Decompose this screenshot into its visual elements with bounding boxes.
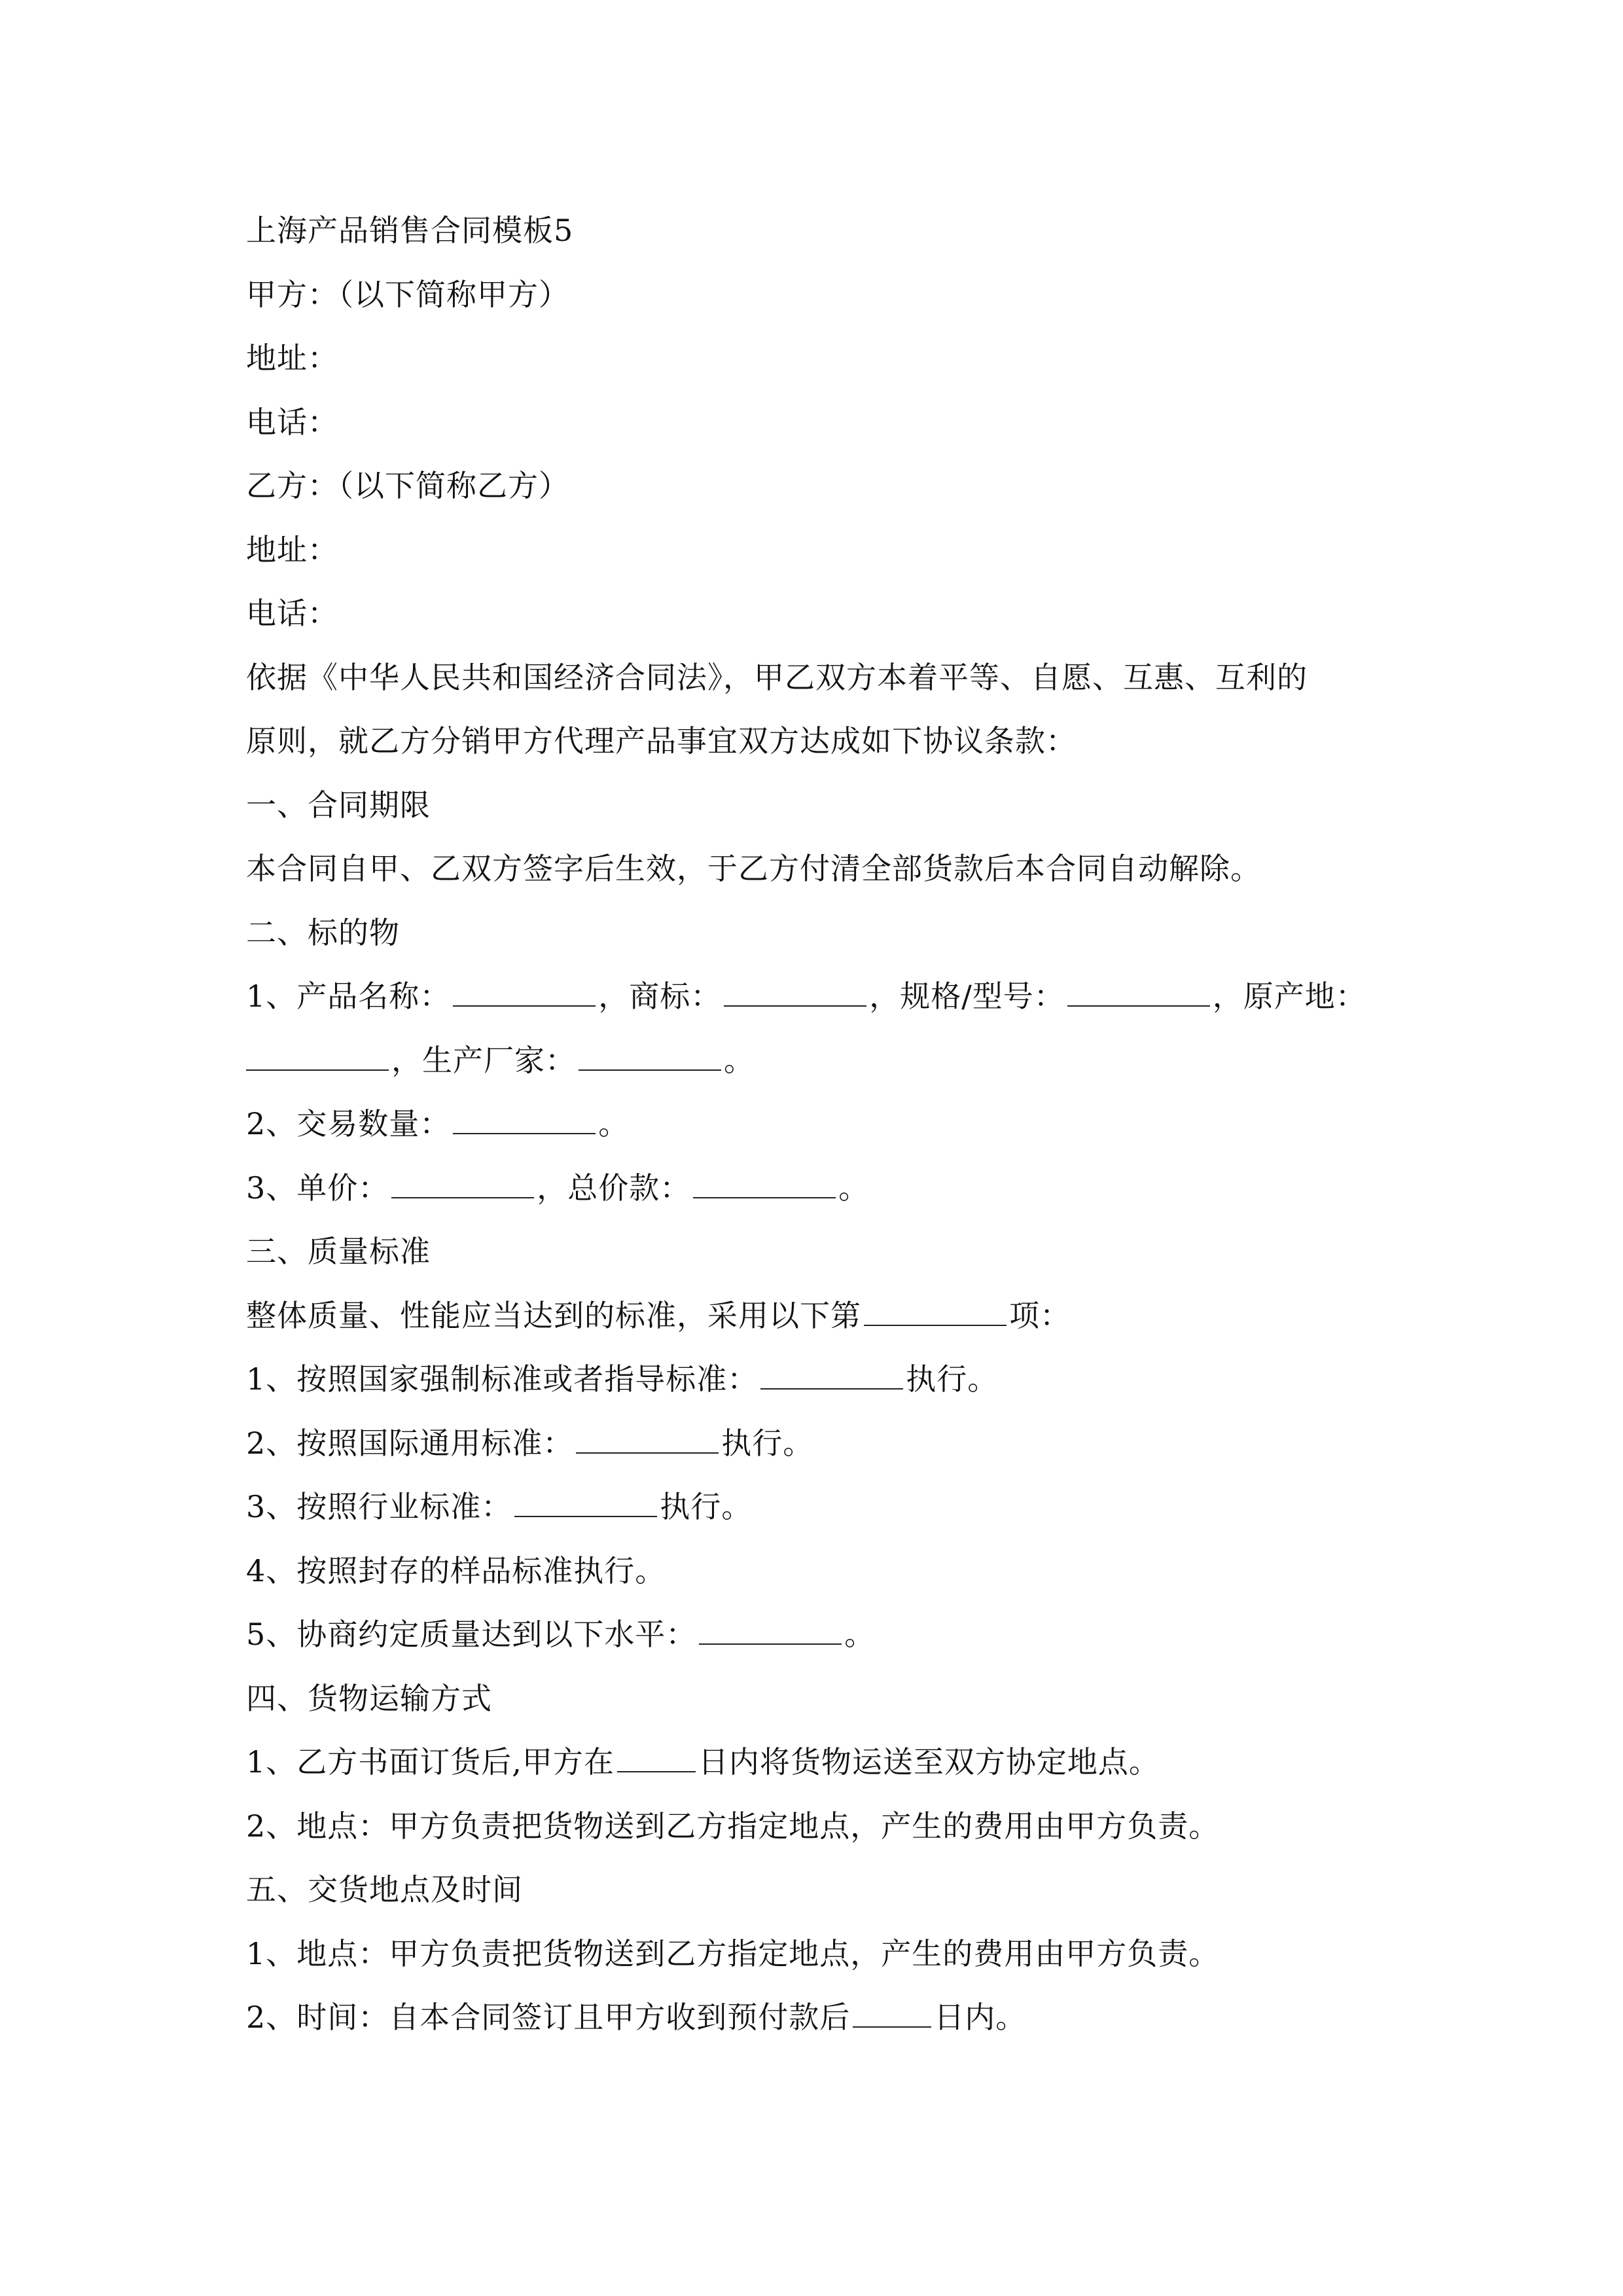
national-standard-label: 1、按照国家强制标准或者指导标准：	[246, 1361, 758, 1397]
section-5-heading	[246, 1858, 1398, 1922]
standard-option-blank	[864, 1297, 1007, 1326]
industry-standard-end: 执行。	[660, 1489, 753, 1524]
section-4-item-2-line	[246, 1795, 1398, 1859]
model-blank	[1067, 978, 1210, 1007]
unit-price-label: 3、单价：	[246, 1170, 389, 1206]
model-label: ，规格/型号：	[869, 978, 1065, 1014]
delivery-time-end: 日内。	[934, 2000, 1027, 2035]
agreed-quality-end: 。	[844, 1617, 876, 1652]
industry-standard-label: 3、按照行业标准：	[246, 1489, 512, 1524]
national-standard-blank	[760, 1361, 903, 1390]
section-3-item-5-line	[246, 1603, 1398, 1667]
trademark-blank	[724, 978, 866, 1007]
party-b-address-line	[246, 518, 1398, 583]
section-5-item-1-line	[246, 1922, 1398, 1986]
section-2-item-2-line	[246, 1092, 1398, 1157]
document-title	[246, 199, 1398, 263]
party-a-address-line	[246, 327, 1398, 391]
international-standard-label: 2、按照国际通用标准：	[246, 1425, 574, 1461]
section-1-text-line	[246, 837, 1398, 901]
section-2-item-1-line-2	[246, 1029, 1398, 1093]
manufacturer-blank	[579, 1042, 721, 1071]
section-3-item-3-line	[246, 1475, 1398, 1539]
section-3-intro-text: 整体质量、性能应当达到的标准，采用以下第	[246, 1297, 861, 1333]
industry-standard-blank	[514, 1488, 657, 1517]
section-2-heading	[246, 901, 1398, 965]
section-1-heading-text: 一、合同期限	[246, 787, 431, 823]
section-2-item-1-line-1	[246, 965, 1398, 1029]
unit-price-blank	[391, 1170, 534, 1198]
quantity-blank	[453, 1105, 596, 1134]
document-body	[246, 199, 1398, 2050]
section-3-heading-text: 三、质量标准	[246, 1234, 431, 1269]
agreed-quality-blank	[699, 1616, 842, 1645]
national-standard-end: 执行。	[906, 1361, 999, 1397]
section-5-item-2-line	[246, 1986, 1398, 2050]
delivery-location-text: 1、地点：甲方负责把货物送到乙方指定地点，产生的费用由甲方负责。	[246, 1935, 1220, 1971]
document-title-text: 上海产品销售合同模板5	[246, 213, 574, 248]
party-b-phone-line	[246, 582, 1398, 646]
section-4-heading	[246, 1667, 1398, 1731]
section-3-item-1-line	[246, 1348, 1398, 1412]
delivery-time-label: 2、时间：自本合同签订且甲方收到预付款后	[246, 2000, 851, 2035]
section-3-intro-line	[246, 1284, 1398, 1348]
item-2-end: 。	[598, 1106, 630, 1141]
quantity-label: 2、交易数量：	[246, 1106, 451, 1141]
total-price-label: ，总价款：	[537, 1170, 691, 1206]
section-3-item-2-line	[246, 1412, 1398, 1476]
international-standard-end: 执行。	[721, 1425, 814, 1461]
section-1-text: 本合同自甲、乙双方签字后生效，于乙方付清全部货款后本合同自动解除。	[246, 851, 1261, 886]
preamble-line-2	[246, 709, 1398, 774]
origin-label: ，原产地：	[1212, 978, 1366, 1014]
party-b-text: 乙方：（以下简称乙方）	[246, 468, 569, 503]
order-delivery-end: 日内将货物运送至双方协定地点。	[698, 1744, 1160, 1780]
delivery-time-blank	[853, 1999, 931, 2028]
trademark-label: ，商标：	[598, 978, 722, 1014]
party-b-line	[246, 454, 1398, 518]
order-delivery-label: 1、乙方书面订货后,甲方在	[246, 1744, 615, 1780]
origin-blank	[246, 1042, 389, 1071]
manufacturer-label: ，生产厂家：	[391, 1042, 576, 1078]
party-a-line	[246, 263, 1398, 327]
section-2-item-3-line	[246, 1157, 1398, 1221]
item-1-end: 。	[724, 1042, 755, 1078]
section-4-heading-text: 四、货物运输方式	[246, 1680, 492, 1716]
transport-location-text: 2、地点：甲方负责把货物送到乙方指定地点，产生的费用由甲方负责。	[246, 1808, 1220, 1844]
product-name-label: 1、产品名称：	[246, 978, 451, 1014]
section-1-heading	[246, 774, 1398, 838]
party-a-text: 甲方：（以下简称甲方）	[246, 276, 569, 312]
preamble-text-1: 依据《中华人民共和国经济合同法》，甲乙双方本着平等、自愿、互惠、互利的	[246, 659, 1308, 695]
party-a-phone-text: 电话：	[246, 404, 338, 440]
preamble-line-1	[246, 646, 1398, 710]
party-b-address-text: 地址：	[246, 531, 338, 567]
section-3-item-4-line	[246, 1539, 1398, 1604]
party-a-address-text: 地址：	[246, 340, 338, 376]
delivery-days-blank	[617, 1744, 696, 1772]
product-name-blank	[453, 978, 596, 1007]
section-2-heading-text: 二、标的物	[246, 914, 400, 950]
total-price-blank	[693, 1170, 836, 1198]
international-standard-blank	[576, 1425, 719, 1454]
section-4-item-1-line	[246, 1731, 1398, 1795]
section-5-heading-text: 五、交货地点及时间	[246, 1872, 523, 1907]
party-a-phone-line	[246, 391, 1398, 455]
section-3-heading	[246, 1220, 1398, 1284]
party-b-phone-text: 电话：	[246, 596, 338, 631]
sample-standard-text: 4、按照封存的样品标准执行。	[246, 1552, 666, 1588]
section-3-intro-end: 项：	[1009, 1297, 1071, 1333]
item-3-end: 。	[838, 1170, 870, 1206]
preamble-text-2: 原则，就乙方分销甲方代理产品事宜双方达成如下协议条款：	[246, 723, 1077, 759]
agreed-quality-label: 5、协商约定质量达到以下水平：	[246, 1617, 697, 1652]
